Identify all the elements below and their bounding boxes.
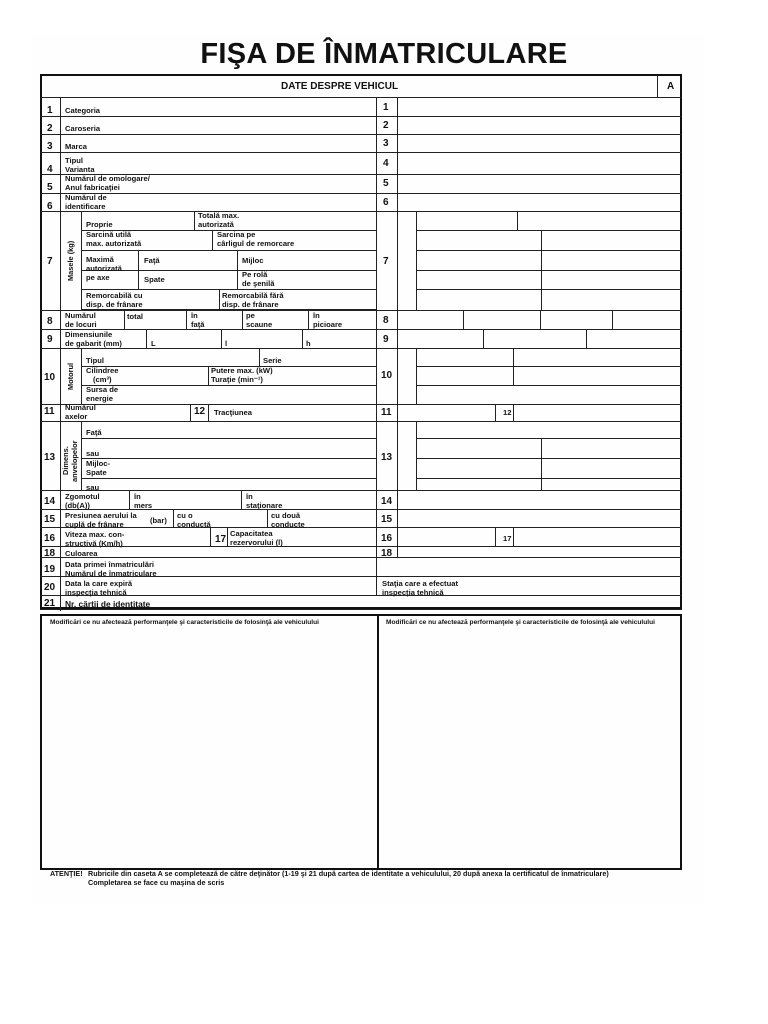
label-putere: Putere max. (kW) (211, 366, 273, 375)
row-number: 13 (44, 452, 56, 463)
label-nr-axelor-1: Numărul (65, 403, 96, 412)
grid-line (540, 310, 541, 329)
modifications-left-heading: Modificări ce nu afectează performanţele şi caracteristicile de folosinţă ale vehiculului (50, 619, 319, 626)
label-h: h (306, 339, 311, 348)
label-cu-doua-2: conducte (271, 520, 305, 529)
modifications-right-heading: Modificări ce nu afectează performanţele şi caracteristicile de folosinţă ale vehiculului (386, 619, 655, 626)
label-viteza-2: structivă (Km/h) (65, 539, 123, 548)
label-in-picioare-1: în (313, 311, 320, 320)
grid-line (40, 404, 682, 405)
label-rem-fara-1: Remorcabilă fără (222, 291, 284, 300)
label-sau-1: sau (86, 449, 100, 458)
grid-line (40, 97, 682, 98)
grid-line (416, 438, 682, 439)
label-zgomotul-1: Zgomotul (65, 492, 100, 501)
label-serie: Serie (263, 356, 282, 365)
page-title: FIŞA DE ÎNMATRICULARE (200, 38, 568, 70)
footer-line-2: Completarea se face cu maşina de scris (88, 878, 225, 887)
right-number: 18 (381, 548, 393, 559)
grid-line (416, 366, 682, 367)
row-number: 16 (44, 533, 56, 544)
grid-line (513, 527, 514, 546)
label-sursa-2: energie (86, 394, 114, 403)
label-rem-fara-2: disp. de frânare (222, 300, 279, 309)
label-pe-scaune-1: pe (246, 311, 255, 320)
grid-line (40, 152, 682, 153)
label-totala-2: autorizată (198, 220, 234, 229)
label-carlig-2: cârligul de remorcare (217, 239, 295, 248)
right-number: 11 (381, 407, 392, 418)
grid-line (81, 421, 82, 490)
row-number: 17 (215, 534, 227, 545)
right-number: 2 (383, 120, 389, 131)
grid-line (612, 310, 613, 329)
grid-line (212, 230, 213, 250)
label-L: L (151, 339, 156, 348)
right-number: 14 (381, 496, 393, 507)
label-presiunea-2: cuplă de frânare (65, 520, 124, 529)
label-bar: (bar) (150, 516, 167, 525)
label-in-fata-1: în (191, 311, 198, 320)
right-number: 4 (383, 158, 389, 169)
label-rem-cu-1: Remorcabilă cu (86, 291, 143, 300)
label-fata: Faţă (144, 256, 160, 265)
row-number: 15 (44, 514, 56, 525)
row-number: 14 (44, 496, 56, 507)
label-cu-o-2: conductă (177, 520, 211, 529)
label-maxima-2: autorizată (86, 264, 122, 273)
grid-line (302, 329, 303, 348)
grid-line (40, 116, 682, 117)
row-number: 11 (44, 406, 55, 417)
label-nr-axelor-2: axelor (65, 412, 88, 421)
right-number: 13 (381, 452, 393, 463)
label-culoarea: Culoarea (65, 549, 98, 558)
label-dimensiunile-1: Dimensiunile (65, 330, 113, 339)
right-number: 16 (381, 533, 393, 544)
grid-line (377, 616, 379, 868)
label-nr-inmatriculare: Numărul de înmatriculare (65, 569, 157, 578)
label-inspectia: inspecţia tehnică (65, 588, 127, 597)
grid-line (513, 366, 514, 385)
grid-line (40, 193, 682, 194)
grid-line (416, 421, 417, 490)
label-in-mers-2: mers (134, 501, 153, 510)
row-number: 7 (47, 256, 53, 267)
grid-line (483, 329, 484, 348)
label-sau-2: sau (86, 483, 100, 492)
grid-line (146, 329, 147, 348)
label-nr-locuri-2: de locuri (65, 320, 97, 329)
row-number: 19 (44, 564, 56, 575)
footer-warning-label: ATENŢIE! (50, 869, 83, 878)
grid-line (81, 458, 376, 459)
label-zgomotul-2: (db(A)) (65, 501, 90, 510)
grid-line (138, 250, 139, 289)
grid-line (657, 75, 658, 97)
label-sarcina-2: max. autorizată (86, 239, 142, 248)
grid-line (376, 97, 377, 576)
grid-line (259, 348, 260, 366)
grid-line (219, 289, 220, 310)
grid-line (81, 348, 82, 404)
grid-line (194, 211, 195, 230)
label-perola-1: Pe rolă (242, 270, 268, 279)
label-maxima-1: Maximă (86, 255, 114, 264)
grid-line (208, 404, 209, 421)
grid-line (81, 289, 376, 290)
label-rem-cu-2: disp. de frânare (86, 300, 143, 309)
label-categoria: Categoria (65, 106, 101, 115)
row-number: 1 (47, 105, 53, 116)
label-dimensiunile-2: de gabarit (mm) (65, 339, 122, 348)
grid-line (40, 134, 682, 135)
right-number: 3 (383, 138, 389, 149)
box-letter: A (667, 81, 675, 92)
row-number: 12 (194, 406, 206, 417)
grid-line (237, 250, 238, 289)
label-nr-locuri-1: Numărul (65, 311, 96, 320)
right-number: 10 (381, 370, 393, 381)
label-turatie: Turaţie (min⁻¹) (211, 375, 263, 384)
grid-line (495, 527, 496, 546)
grid-line (40, 527, 682, 528)
label-cilindree-1: Cilindree (86, 366, 119, 375)
grid-line (416, 458, 682, 459)
row-number: 20 (44, 582, 56, 593)
right-number: 1 (383, 102, 389, 113)
label-mijloc-anv: Mijloc- (86, 459, 111, 468)
row-number: 2 (47, 123, 53, 134)
label-in-mers-1: în (134, 492, 141, 501)
label-sursa-1: Sursa de (86, 385, 119, 394)
label-nr-identificare-2: identificare (65, 202, 106, 211)
label-motorul: Motorul (66, 362, 75, 390)
label-sarcina-1: Sarcină utilă (86, 230, 132, 239)
grid-line (241, 490, 242, 509)
grid-line (60, 97, 61, 611)
label-proprie: Proprie (86, 220, 113, 229)
label-stationare-2: staţionare (246, 501, 283, 510)
row-number: 4 (47, 164, 53, 175)
row-number: 9 (47, 334, 53, 345)
right-number: 12 (503, 408, 512, 417)
grid-line (221, 329, 222, 348)
grid-line (81, 385, 376, 386)
grid-line (376, 576, 377, 595)
label-statia-1: Staţia care a efectuat (382, 579, 458, 588)
grid-line (267, 509, 268, 527)
label-masele: Masele (kg) (66, 240, 75, 281)
label-totala-1: Totală max. (198, 211, 240, 220)
right-number: 15 (381, 514, 393, 525)
label-capacitatea-1: Capacitatea (230, 529, 273, 538)
grid-line (513, 404, 514, 421)
grid-line (541, 438, 542, 490)
grid-line (40, 609, 682, 610)
label-l: l (225, 339, 228, 348)
label-tipul: Tipul (65, 156, 83, 165)
row-number: 5 (47, 182, 53, 193)
grid-line (210, 527, 211, 546)
right-number: 5 (383, 178, 389, 189)
label-carlig-1: Sarcina pe (217, 230, 256, 239)
grid-line (40, 211, 682, 212)
label-omologare: Numărul de omologare/ (65, 174, 150, 183)
label-caroseria: Caroseria (65, 124, 101, 133)
grid-line (81, 438, 376, 439)
grid-line (397, 97, 398, 557)
section-header: DATE DESPRE VEHICUL (281, 81, 399, 92)
grid-line (40, 310, 682, 311)
label-in-picioare-2: picioare (313, 320, 343, 329)
grid-line (40, 595, 682, 596)
label-an-fabricatie: Anul fabricaţiei (65, 183, 120, 192)
grid-line (517, 211, 518, 230)
grid-line (81, 250, 376, 251)
row-number: 21 (44, 598, 56, 609)
row-number: 10 (44, 372, 56, 383)
grid-line (124, 310, 125, 329)
label-cu-o-1: cu o (177, 511, 193, 520)
grid-line (416, 348, 417, 404)
label-varianta: Varianta (65, 165, 95, 174)
label-fata-anv: Faţă (86, 428, 102, 437)
footer-line-1: Rubricile din caseta A se completează de către deţinător (1-19 şi 21 după cartea de identitate a vehiculului, 20 după anexa la certificatul de înmatriculare) (88, 869, 609, 878)
right-number: 7 (383, 256, 389, 267)
label-presiunea-1: Presiunea aerului la (65, 511, 137, 520)
grid-line (416, 270, 682, 271)
grid-line (227, 527, 228, 546)
label-marca: Marca (65, 142, 87, 151)
label-data-primei: Data primei înmatriculări (65, 560, 155, 569)
grid-line (40, 490, 682, 491)
modifications-box (40, 614, 682, 870)
label-anvelopelor: anvelopelor (70, 440, 79, 482)
label-data-expira: Data la care expiră (65, 579, 133, 588)
grid-line (416, 385, 682, 386)
label-capacitatea-2: rezervorului (l) (230, 538, 283, 547)
grid-line (81, 211, 82, 310)
grid-line (586, 329, 587, 348)
grid-line (513, 348, 514, 366)
label-dimens: Dimens. (61, 446, 70, 475)
right-number: 9 (383, 334, 389, 345)
label-carte-identitate: Nr. cărţii de identitate (65, 599, 151, 609)
grid-line (416, 289, 682, 290)
row-number: 8 (47, 316, 53, 327)
label-viteza-1: Viteza max. con- (65, 530, 125, 539)
label-statia-2: inspecţia tehnică (382, 588, 444, 597)
label-in-fata-2: faţă (191, 320, 205, 329)
grid-line (416, 230, 682, 231)
grid-line (81, 478, 376, 479)
grid-line (416, 250, 682, 251)
label-nr-identificare-1: Numărul de (65, 193, 107, 202)
label-tipul-motor: Tipul (86, 356, 104, 365)
right-number: 17 (503, 534, 512, 543)
row-number: 3 (47, 141, 53, 152)
label-tractiunea: Tracţiunea (214, 408, 252, 417)
label-maxima-3: pe axe (86, 273, 110, 282)
grid-line (40, 421, 682, 422)
grid-line (242, 310, 243, 329)
label-cu-doua-1: cu două (271, 511, 301, 520)
grid-line (40, 557, 682, 558)
grid-line (129, 490, 130, 509)
label-stationare-1: în (246, 492, 253, 501)
row-number: 18 (44, 548, 56, 559)
label-mijloc: Mijloc (242, 256, 264, 265)
label-spate: Spate (144, 275, 165, 284)
grid-line (495, 404, 496, 421)
grid-line (463, 310, 464, 329)
grid-line (208, 366, 209, 385)
grid-line (541, 230, 542, 310)
grid-line (40, 546, 682, 547)
grid-line (308, 310, 309, 329)
label-total: total (127, 312, 144, 321)
grid-line (416, 478, 682, 479)
grid-line (40, 348, 682, 349)
label-cilindree-2: (cm³) (93, 375, 112, 384)
right-number: 8 (383, 315, 389, 326)
grid-line (173, 509, 174, 527)
grid-line (416, 211, 417, 310)
label-pe-scaune-2: scaune (246, 320, 273, 329)
grid-line (186, 310, 187, 329)
row-number: 6 (47, 201, 53, 212)
label-perola-2: de şenilă (242, 279, 275, 288)
grid-line (190, 404, 191, 421)
label-spate-anv: Spate (86, 468, 107, 477)
right-number: 6 (383, 197, 389, 208)
